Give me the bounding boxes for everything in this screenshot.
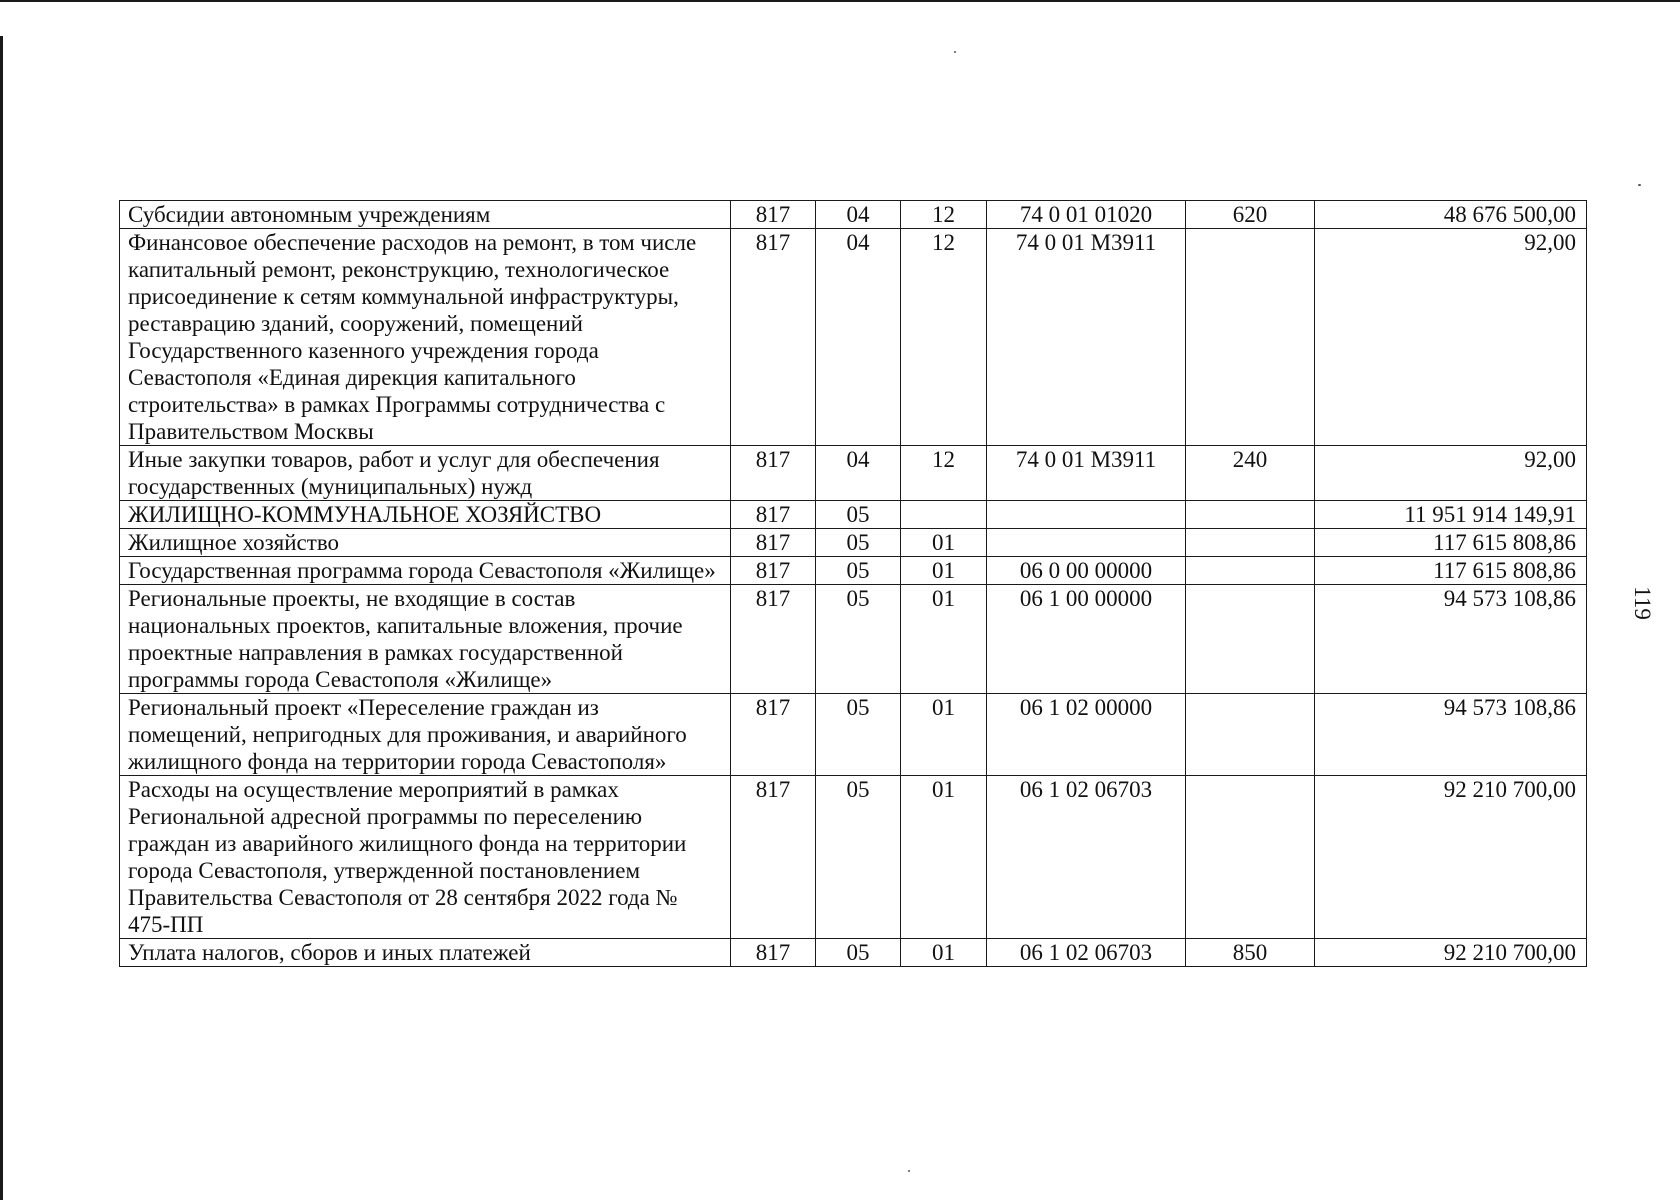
page-number: 119 [1630,586,1655,620]
subsection-code: 12 [901,446,987,501]
row-name: Финансовое обеспечение расходов на ремонт, в том числе капитальный ремонт, реконструкцию, технологическое присоединение к сетям коммунальной инфраструктуры, реставрацию зданий, сооружений, помещений Государственного казенного учреждения города Севастополя «Единая дирекция капитального строительства» в рамках Программы сотрудничества с Правительством Москвы [120,229,731,446]
expense-type-code: 850 [1186,939,1315,967]
amount: 92,00 [1315,229,1587,446]
ministry-code: 817 [731,446,816,501]
ministry-code: 817 [731,529,816,557]
amount: 92 210 700,00 [1315,776,1587,939]
section-code: 05 [816,529,901,557]
section-code: 04 [816,229,901,446]
table-row [120,529,1587,557]
section-code: 05 [816,939,901,967]
target-article-code: 06 1 00 00000 [987,585,1186,694]
scan-speck [908,1170,910,1172]
row-name: Государственная программа города Севастополя «Жилище» [120,557,731,585]
table-row [120,694,1587,776]
section-code: 05 [816,776,901,939]
subsection-code: 01 [901,694,987,776]
section-code: 04 [816,446,901,501]
target-article-code: 74 0 01 01020 [987,201,1186,229]
budget-table [119,200,1587,967]
target-article-code: 74 0 01 М3911 [987,229,1186,446]
subsection-code: 12 [901,229,987,446]
row-name: Субсидии автономным учреждениям [120,201,731,229]
target-article-code: 06 1 02 00000 [987,694,1186,776]
table-row [120,776,1587,939]
ministry-code: 817 [731,201,816,229]
section-code: 04 [816,201,901,229]
ministry-code: 817 [731,501,816,529]
section-code: 05 [816,585,901,694]
ministry-code: 817 [731,585,816,694]
row-name: Иные закупки товаров, работ и услуг для обеспечения государственных (муниципальных) нужд [120,446,731,501]
row-name: ЖИЛИЩНО-КОММУНАЛЬНОЕ ХОЗЯЙСТВО [120,501,731,529]
target-article-code: 06 1 02 06703 [987,776,1186,939]
amount: 117 615 808,86 [1315,529,1587,557]
table-row [120,201,1587,229]
amount: 48 676 500,00 [1315,201,1587,229]
table-row [120,229,1587,446]
row-name: Расходы на осуществление мероприятий в рамках Региональной адресной программы по переселению граждан из аварийного жилищного фонда на территории города Севастополя, утвержденной постановлением Правительства Севастополя от 28 сентября 2022 года № 475-ПП [120,776,731,939]
target-article-code [987,501,1186,529]
subsection-code: 01 [901,776,987,939]
row-name: Жилищное хозяйство [120,529,731,557]
table-row [120,939,1587,967]
scan-edge-left [0,36,3,1200]
scan-speck [954,51,956,53]
scan-speck [1638,184,1641,186]
ministry-code: 817 [731,557,816,585]
expense-type-code: 240 [1186,446,1315,501]
expense-type-code [1186,776,1315,939]
table-row [120,501,1587,529]
target-article-code: 06 1 02 06703 [987,939,1186,967]
expense-type-code [1186,501,1315,529]
table-row [120,557,1587,585]
section-code: 05 [816,694,901,776]
subsection-code: 12 [901,201,987,229]
row-name: Уплата налогов, сборов и иных платежей [120,939,731,967]
table-row [120,446,1587,501]
target-article-code: 06 0 00 00000 [987,557,1186,585]
row-name: Региональный проект «Переселение граждан из помещений, непригодных для проживания, и аварийного жилищного фонда на территории города Севастополя» [120,694,731,776]
subsection-code: 01 [901,557,987,585]
ministry-code: 817 [731,939,816,967]
expense-type-code [1186,229,1315,446]
amount: 92,00 [1315,446,1587,501]
ministry-code: 817 [731,694,816,776]
expense-type-code [1186,557,1315,585]
subsection-code [901,501,987,529]
section-code: 05 [816,501,901,529]
amount: 94 573 108,86 [1315,585,1587,694]
subsection-code: 01 [901,529,987,557]
ministry-code: 817 [731,776,816,939]
target-article-code: 74 0 01 М3911 [987,446,1186,501]
amount: 94 573 108,86 [1315,694,1587,776]
table-row [120,585,1587,694]
expense-type-code: 620 [1186,201,1315,229]
row-name: Региональные проекты, не входящие в состав национальных проектов, капитальные вложения, прочие проектные направления в рамках государственной программы города Севастополя «Жилище» [120,585,731,694]
target-article-code [987,529,1186,557]
subsection-code: 01 [901,585,987,694]
section-code: 05 [816,557,901,585]
subsection-code: 01 [901,939,987,967]
expense-type-code [1186,585,1315,694]
amount: 117 615 808,86 [1315,557,1587,585]
amount: 11 951 914 149,91 [1315,501,1587,529]
amount: 92 210 700,00 [1315,939,1587,967]
expense-type-code [1186,529,1315,557]
expense-type-code [1186,694,1315,776]
scan-edge-top [0,0,1680,2]
ministry-code: 817 [731,229,816,446]
table-body [120,201,1587,967]
